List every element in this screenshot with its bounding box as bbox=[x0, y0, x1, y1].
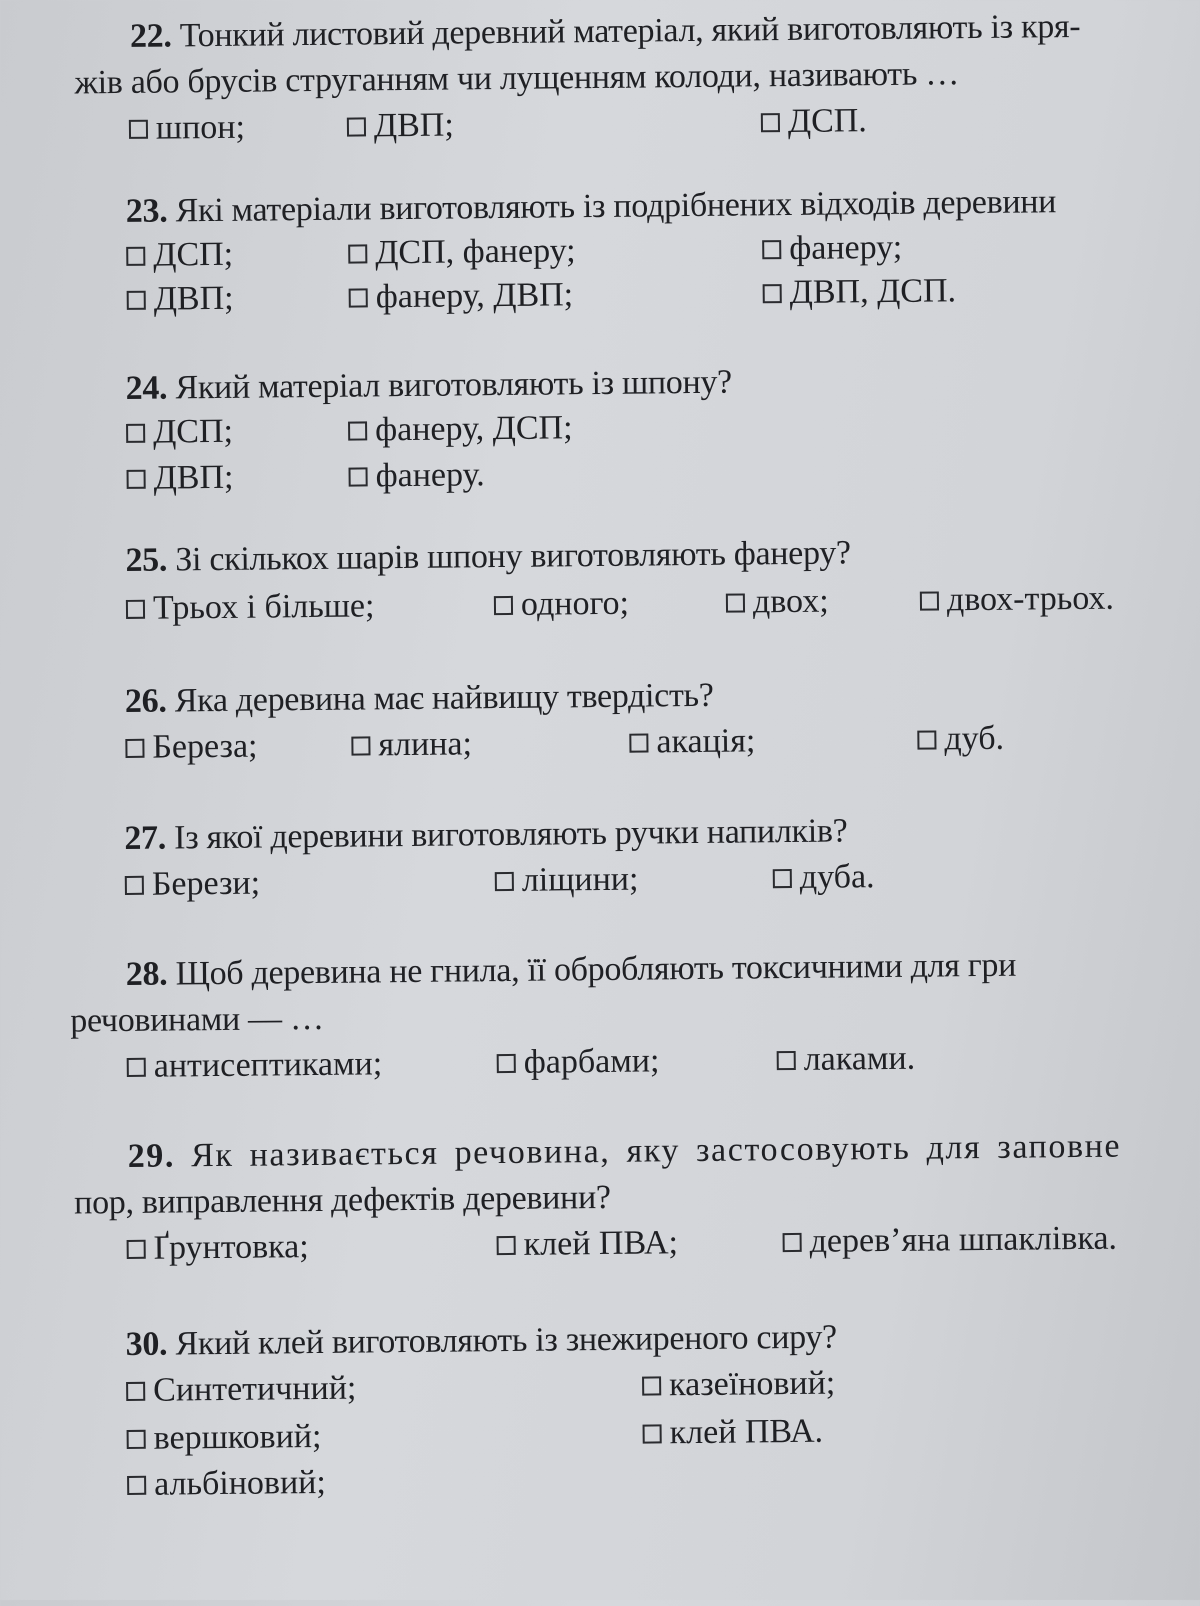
checkbox-icon[interactable] bbox=[127, 469, 146, 488]
question-text-continuation: жів або брусів струганням чи лущенням колоди, називають … bbox=[74, 55, 960, 102]
checkbox-icon[interactable] bbox=[347, 117, 366, 136]
checkbox-icon[interactable] bbox=[126, 599, 145, 618]
answer-option[interactable]: Синтетичний; bbox=[126, 1369, 357, 1411]
answer-option[interactable]: дуб. bbox=[917, 719, 1004, 760]
question-24 bbox=[0, 356, 1195, 497]
answer-option[interactable]: фанеру. bbox=[348, 455, 484, 496]
question-number: 27. bbox=[124, 819, 167, 857]
question-stem bbox=[125, 674, 714, 724]
checkbox-icon[interactable] bbox=[763, 284, 782, 303]
answer-option[interactable]: ДВП; bbox=[126, 458, 233, 499]
answer-option[interactable]: двох-трьох. bbox=[920, 579, 1114, 621]
question-stem bbox=[125, 361, 732, 411]
question-text-line: Тонкий листовий деревний матеріал, який виготовляють із кря- bbox=[179, 7, 1081, 55]
checkbox-icon[interactable] bbox=[126, 1381, 145, 1400]
checkbox-icon[interactable] bbox=[495, 871, 514, 890]
answer-option[interactable]: ДВП; bbox=[347, 105, 454, 146]
checkbox-icon[interactable] bbox=[127, 290, 146, 309]
checkbox-icon[interactable] bbox=[127, 1057, 146, 1076]
answer-option[interactable]: ДВП, ДСП. bbox=[762, 271, 956, 313]
question-29 bbox=[3, 1124, 1200, 1267]
checkbox-icon[interactable] bbox=[129, 119, 148, 138]
question-28 bbox=[2, 942, 1200, 1085]
checkbox-icon[interactable] bbox=[761, 113, 780, 132]
question-number: 26. bbox=[124, 682, 167, 720]
answer-option[interactable]: Трьох і більше; bbox=[126, 586, 375, 629]
checkbox-icon[interactable] bbox=[125, 875, 144, 894]
answer-option[interactable]: ДСП; bbox=[126, 235, 233, 276]
checkbox-icon[interactable] bbox=[127, 1239, 146, 1258]
answer-option[interactable]: Ґрунтовка; bbox=[126, 1227, 308, 1269]
checkbox-icon[interactable] bbox=[497, 1053, 516, 1072]
answer-option[interactable]: ДВП; bbox=[127, 279, 234, 320]
question-stem bbox=[125, 531, 851, 583]
question-text-continuation: речовинами — … bbox=[70, 999, 324, 1040]
checkbox-icon[interactable] bbox=[126, 246, 145, 265]
checkbox-icon[interactable] bbox=[348, 421, 367, 440]
checkbox-icon[interactable] bbox=[726, 593, 745, 612]
answer-option[interactable]: ліщини; bbox=[495, 860, 639, 902]
answer-option[interactable]: дерев’яна шпаклівка. bbox=[782, 1219, 1117, 1262]
question-stem bbox=[126, 180, 1057, 234]
answer-option[interactable]: антисептиками; bbox=[127, 1044, 383, 1087]
question-text-line: Який матеріал виготовляють із шпону? bbox=[175, 363, 733, 407]
checkbox-icon[interactable] bbox=[127, 1429, 146, 1448]
checkbox-icon[interactable] bbox=[494, 595, 513, 614]
question-30 bbox=[5, 1312, 1200, 1503]
question-stem bbox=[130, 5, 1081, 59]
checkbox-icon[interactable] bbox=[125, 738, 144, 757]
answer-option[interactable]: одного; bbox=[494, 584, 629, 625]
question-stem bbox=[126, 944, 1017, 997]
question-text-line: Зі скількох шарів шпону виготовляють фанеру? bbox=[175, 534, 851, 579]
question-stem bbox=[127, 1125, 1121, 1179]
answer-option[interactable]: Берези; bbox=[125, 864, 261, 905]
question-25 bbox=[0, 528, 1197, 627]
checkbox-icon[interactable] bbox=[349, 467, 368, 486]
answer-option[interactable]: вершковий; bbox=[126, 1417, 321, 1459]
answer-option[interactable]: альбіновий; bbox=[127, 1463, 326, 1505]
checkbox-icon[interactable] bbox=[629, 733, 648, 752]
checkbox-icon[interactable] bbox=[773, 868, 792, 887]
checkbox-icon[interactable] bbox=[917, 730, 936, 749]
question-text-line: Щоб деревина не гнила, її обробляють токсичними для гри bbox=[175, 946, 1017, 993]
answer-option[interactable]: ДСП. bbox=[761, 101, 867, 142]
question-text-line: Із якої деревини виготовляють ручки напилків? bbox=[173, 812, 848, 857]
answer-option[interactable]: ДСП; bbox=[126, 412, 233, 453]
answer-option[interactable]: фанеру, ДСП; bbox=[348, 408, 573, 450]
checkbox-icon[interactable] bbox=[127, 1475, 146, 1494]
question-number: 24. bbox=[125, 369, 168, 407]
answer-option[interactable]: лаками. bbox=[777, 1039, 916, 1080]
answer-option[interactable]: казеїновий; bbox=[642, 1364, 836, 1406]
answer-option[interactable]: ялина; bbox=[351, 724, 472, 765]
question-stem bbox=[125, 1316, 837, 1367]
checkbox-icon[interactable] bbox=[348, 244, 367, 263]
answer-option[interactable]: Береза; bbox=[125, 727, 258, 768]
checkbox-icon[interactable] bbox=[777, 1050, 796, 1069]
question-number: 23. bbox=[125, 192, 168, 230]
question-text-line: Як називається речовина, яку застосовують для заповне bbox=[190, 1127, 1122, 1175]
question-number: 22. bbox=[129, 17, 172, 55]
answer-option[interactable]: фанеру, ДВП; bbox=[349, 275, 574, 317]
question-23 bbox=[0, 179, 1194, 318]
answer-option[interactable]: шпон; bbox=[129, 108, 245, 149]
question-26 bbox=[0, 669, 1199, 766]
question-text-line: Яка деревина має найвищу твердість? bbox=[174, 676, 714, 720]
checkbox-icon[interactable] bbox=[349, 288, 368, 307]
checkbox-icon[interactable] bbox=[643, 1424, 662, 1443]
question-stem bbox=[124, 809, 847, 861]
answer-option[interactable]: фарбами; bbox=[497, 1041, 660, 1083]
checkbox-icon[interactable] bbox=[762, 240, 781, 259]
answer-option[interactable]: двох; bbox=[726, 582, 829, 623]
question-number: 29. bbox=[127, 1137, 176, 1175]
answer-option[interactable]: дуба. bbox=[773, 857, 875, 898]
checkbox-icon[interactable] bbox=[642, 1376, 661, 1395]
checkbox-icon[interactable] bbox=[497, 1235, 516, 1254]
question-number: 28. bbox=[125, 955, 168, 993]
question-text-continuation: пор, виправлення дефектів деревини? bbox=[73, 1178, 611, 1222]
question-number: 25. bbox=[125, 541, 168, 579]
question-27 bbox=[0, 806, 1200, 903]
question-number: 30. bbox=[125, 1325, 168, 1363]
checkbox-icon[interactable] bbox=[351, 736, 370, 755]
question-text-line: Який клей виготовляють із знежиреного сиру? bbox=[175, 1318, 838, 1363]
question-22 bbox=[0, 4, 1192, 147]
checkbox-icon[interactable] bbox=[783, 1232, 802, 1251]
answer-option[interactable]: акація; bbox=[629, 721, 755, 762]
answer-option[interactable]: клей ПВА. bbox=[642, 1412, 823, 1454]
checkbox-icon[interactable] bbox=[126, 423, 145, 442]
answer-option[interactable]: клей ПВА; bbox=[496, 1223, 678, 1265]
answer-option[interactable]: фанеру; bbox=[762, 228, 902, 269]
question-text-line: Які матеріали виготовляють із подрібнених відходів деревини bbox=[175, 183, 1057, 230]
answer-option[interactable]: ДСП, фанеру; bbox=[348, 231, 576, 273]
checkbox-icon[interactable] bbox=[920, 591, 939, 610]
